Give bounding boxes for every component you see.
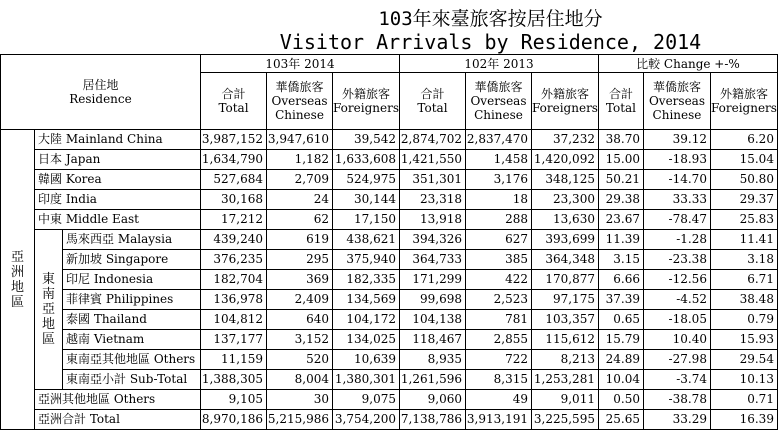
cell-o13: 18	[465, 190, 531, 210]
cell-cf: 25.83	[710, 210, 777, 230]
row-label: 印度 India	[35, 190, 201, 210]
row-label: 亞洲其他地區 Others	[35, 390, 201, 410]
cell-f14: 134,025	[333, 330, 400, 350]
col-header-line: Chinese	[275, 108, 324, 122]
cell-f14: 1,633,608	[333, 150, 400, 170]
cell-co: 33.33	[643, 190, 710, 210]
cell-o14: 30	[267, 390, 333, 410]
title-chinese: 103年來臺旅客按居住地分	[378, 8, 603, 30]
cell-cf: 6.20	[710, 130, 777, 150]
year-2014-header: 103年 2014	[201, 55, 400, 73]
cell-t13: 394,326	[399, 230, 465, 250]
table-row	[1, 230, 778, 250]
row-label: 韓國 Korea	[35, 170, 201, 190]
col-header-line: Overseas	[271, 94, 328, 108]
cell-f13: 13,630	[531, 210, 598, 230]
cell-t13: 351,301	[399, 170, 465, 190]
cell-f13: 3,225,595	[531, 410, 598, 430]
cell-f13: 115,612	[531, 330, 598, 350]
table-row	[1, 410, 778, 430]
cell-ct: 6.66	[598, 270, 643, 290]
cell-f14: 375,940	[333, 250, 400, 270]
row-label: 東南亞其他地區 Others	[63, 350, 201, 370]
cell-o14: 3,947,610	[267, 130, 333, 150]
cell-cf: 0.79	[710, 310, 777, 330]
col-header-line: Overseas	[470, 94, 527, 108]
row-label: 越南 Vietnam	[63, 330, 201, 350]
col-header-line: Total	[605, 101, 637, 115]
col-header-foreign-change	[710, 73, 777, 130]
cell-co: -78.47	[643, 210, 710, 230]
cell-co: -12.56	[643, 270, 710, 290]
region-asia: 亞 洲 地 區	[1, 130, 35, 430]
cell-ct: 37.39	[598, 290, 643, 310]
cell-f14: 524,975	[333, 170, 400, 190]
col-header-line: 華僑旅客	[652, 80, 701, 94]
cell-f13: 97,175	[531, 290, 598, 310]
residence-header-en: Residence	[69, 92, 132, 106]
col-header-line: Foreigners	[333, 101, 399, 115]
cell-o14: 369	[267, 270, 333, 290]
cell-cf: 38.48	[710, 290, 777, 310]
cell-ct: 38.70	[598, 130, 643, 150]
cell-o13: 8,315	[465, 370, 531, 390]
cell-o13: 781	[465, 310, 531, 330]
cell-t13: 1,261,596	[399, 370, 465, 390]
row-label: 馬來西亞 Malaysia	[63, 230, 201, 250]
cell-ct: 15.00	[598, 150, 643, 170]
cell-ct: 23.67	[598, 210, 643, 230]
cell-ct: 10.04	[598, 370, 643, 390]
cell-cf: 0.71	[710, 390, 777, 410]
cell-o14: 62	[267, 210, 333, 230]
cell-o13: 3,913,191	[465, 410, 531, 430]
cell-ct: 50.21	[598, 170, 643, 190]
table-row	[1, 210, 778, 230]
cell-f14: 9,075	[333, 390, 400, 410]
row-label: 亞洲合計 Total	[35, 410, 201, 430]
cell-t13: 9,060	[399, 390, 465, 410]
cell-f13: 8,213	[531, 350, 598, 370]
cell-ct: 25.65	[598, 410, 643, 430]
cell-t14: 30,168	[201, 190, 267, 210]
cell-t14: 182,704	[201, 270, 267, 290]
cell-t13: 99,698	[399, 290, 465, 310]
cell-o13: 1,458	[465, 150, 531, 170]
cell-f14: 17,150	[333, 210, 400, 230]
cell-co: -4.52	[643, 290, 710, 310]
table-row	[1, 150, 778, 170]
row-label: 日本 Japan	[35, 150, 201, 170]
table-row	[1, 350, 778, 370]
cell-f13: 9,011	[531, 390, 598, 410]
cell-co: 33.29	[643, 410, 710, 430]
cell-f14: 182,335	[333, 270, 400, 290]
cell-t14: 439,240	[201, 230, 267, 250]
cell-t14: 527,684	[201, 170, 267, 190]
cell-f14: 10,639	[333, 350, 400, 370]
cell-co: 39.12	[643, 130, 710, 150]
cell-cf: 15.93	[710, 330, 777, 350]
row-label: 印尼 Indonesia	[63, 270, 201, 290]
cell-f13: 1,420,092	[531, 150, 598, 170]
cell-o13: 627	[465, 230, 531, 250]
cell-t14: 137,177	[201, 330, 267, 350]
cell-ct: 15.79	[598, 330, 643, 350]
cell-cf: 6.71	[710, 270, 777, 290]
cell-o14: 2,409	[267, 290, 333, 310]
cell-co: -27.98	[643, 350, 710, 370]
col-header-overseas-2013	[465, 73, 531, 130]
cell-t13: 13,918	[399, 210, 465, 230]
cell-f13: 103,357	[531, 310, 598, 330]
col-header-line: Overseas	[648, 94, 705, 108]
table-row	[1, 270, 778, 290]
col-header-line: Chinese	[474, 108, 523, 122]
cell-ct: 24.89	[598, 350, 643, 370]
table-row	[1, 290, 778, 310]
cell-f13: 364,348	[531, 250, 598, 270]
cell-co: -14.70	[643, 170, 710, 190]
row-label: 新加坡 Singapore	[63, 250, 201, 270]
cell-t13: 2,874,702	[399, 130, 465, 150]
cell-t14: 104,812	[201, 310, 267, 330]
cell-t14: 8,970,186	[201, 410, 267, 430]
col-header-foreign-2014	[333, 73, 400, 130]
cell-co: -18.05	[643, 310, 710, 330]
cell-cf: 16.39	[710, 410, 777, 430]
cell-ct: 3.15	[598, 250, 643, 270]
col-header-line: 合計	[221, 87, 246, 101]
cell-f13: 170,877	[531, 270, 598, 290]
col-header-line: Foreigners	[710, 101, 777, 115]
cell-o13: 49	[465, 390, 531, 410]
cell-cf: 29.54	[710, 350, 777, 370]
col-header-overseas-change	[643, 73, 710, 130]
col-header-total-change	[598, 73, 643, 130]
cell-t13: 23,318	[399, 190, 465, 210]
col-header-line: Foreigners	[531, 101, 598, 115]
col-header-line: 合計	[420, 87, 445, 101]
cell-ct: 0.65	[598, 310, 643, 330]
cell-cf: 15.04	[710, 150, 777, 170]
cell-o14: 520	[267, 350, 333, 370]
cell-o13: 2,837,470	[465, 130, 531, 150]
cell-f14: 438,621	[333, 230, 400, 250]
cell-o13: 288	[465, 210, 531, 230]
cell-t14: 1,388,305	[201, 370, 267, 390]
residence-header	[1, 55, 201, 130]
title-english: Visitor Arrivals by Residence, 2014	[279, 30, 702, 54]
arrivals-table	[0, 54, 778, 430]
cell-t13: 8,935	[399, 350, 465, 370]
cell-o13: 3,176	[465, 170, 531, 190]
cell-f13: 23,300	[531, 190, 598, 210]
cell-f14: 39,542	[333, 130, 400, 150]
table-row	[1, 170, 778, 190]
cell-f14: 3,754,200	[333, 410, 400, 430]
table-row	[1, 310, 778, 330]
cell-ct: 0.50	[598, 390, 643, 410]
cell-co: -18.93	[643, 150, 710, 170]
table-row	[1, 330, 778, 350]
cell-o14: 640	[267, 310, 333, 330]
cell-f13: 37,232	[531, 130, 598, 150]
cell-t14: 1,634,790	[201, 150, 267, 170]
cell-o13: 385	[465, 250, 531, 270]
cell-f13: 348,125	[531, 170, 598, 190]
cell-f13: 1,253,281	[531, 370, 598, 390]
row-label: 東南亞小計 Sub-Total	[63, 370, 201, 390]
cell-cf: 3.18	[710, 250, 777, 270]
col-header-line: 外籍旅客	[719, 87, 768, 101]
region-southeast-asia: 東 南 亞 地 區	[35, 230, 63, 390]
cell-t13: 364,733	[399, 250, 465, 270]
table-row	[1, 390, 778, 410]
cell-o13: 2,523	[465, 290, 531, 310]
cell-t14: 136,978	[201, 290, 267, 310]
cell-cf: 29.37	[710, 190, 777, 210]
cell-o13: 2,855	[465, 330, 531, 350]
row-label: 菲律賓 Philippines	[63, 290, 201, 310]
cell-cf: 50.80	[710, 170, 777, 190]
cell-o13: 722	[465, 350, 531, 370]
cell-o14: 2,709	[267, 170, 333, 190]
cell-t13: 104,138	[399, 310, 465, 330]
cell-co: -23.38	[643, 250, 710, 270]
cell-cf: 10.13	[710, 370, 777, 390]
cell-co: 10.40	[643, 330, 710, 350]
col-header-line: 合計	[608, 87, 633, 101]
cell-o14: 3,152	[267, 330, 333, 350]
cell-t14: 17,212	[201, 210, 267, 230]
cell-t13: 118,467	[399, 330, 465, 350]
cell-o13: 422	[465, 270, 531, 290]
cell-co: -3.74	[643, 370, 710, 390]
cell-o14: 1,182	[267, 150, 333, 170]
cell-t14: 9,105	[201, 390, 267, 410]
col-header-foreign-2013	[531, 73, 598, 130]
cell-co: -38.78	[643, 390, 710, 410]
cell-f14: 30,144	[333, 190, 400, 210]
col-header-line: 華僑旅客	[474, 80, 523, 94]
cell-t13: 7,138,786	[399, 410, 465, 430]
col-header-total-2014	[201, 73, 267, 130]
col-header-line: 外籍旅客	[540, 87, 589, 101]
col-header-overseas-2014	[267, 73, 333, 130]
cell-t14: 376,235	[201, 250, 267, 270]
residence-header-zh: 居住地	[82, 78, 119, 92]
cell-ct: 11.39	[598, 230, 643, 250]
col-header-total-2013	[399, 73, 465, 130]
year-2013-header: 102年 2013	[399, 55, 598, 73]
row-label: 中東 Middle East	[35, 210, 201, 230]
col-header-line: 外籍旅客	[341, 87, 390, 101]
change-header: 比較 Change +-%	[598, 55, 777, 73]
row-label: 大陸 Mainland China	[35, 130, 201, 150]
cell-ct: 29.38	[598, 190, 643, 210]
cell-f13: 393,699	[531, 230, 598, 250]
cell-f14: 134,569	[333, 290, 400, 310]
cell-o14: 619	[267, 230, 333, 250]
table-row	[1, 250, 778, 270]
col-header-line: Total	[417, 101, 448, 115]
cell-cf: 11.41	[710, 230, 777, 250]
cell-t14: 3,987,152	[201, 130, 267, 150]
cell-t13: 1,421,550	[399, 150, 465, 170]
row-label: 泰國 Thailand	[63, 310, 201, 330]
cell-o14: 8,004	[267, 370, 333, 390]
col-header-line: Chinese	[652, 108, 702, 122]
cell-o14: 24	[267, 190, 333, 210]
col-header-line: Total	[218, 101, 249, 115]
cell-t13: 171,299	[399, 270, 465, 290]
col-header-line: 華僑旅客	[275, 80, 324, 94]
cell-o14: 5,215,986	[267, 410, 333, 430]
table-row	[1, 190, 778, 210]
cell-t14: 11,159	[201, 350, 267, 370]
cell-co: -1.28	[643, 230, 710, 250]
cell-f14: 1,380,301	[333, 370, 400, 390]
table-row	[1, 130, 778, 150]
table-row	[1, 370, 778, 390]
cell-f14: 104,172	[333, 310, 400, 330]
cell-o14: 295	[267, 250, 333, 270]
